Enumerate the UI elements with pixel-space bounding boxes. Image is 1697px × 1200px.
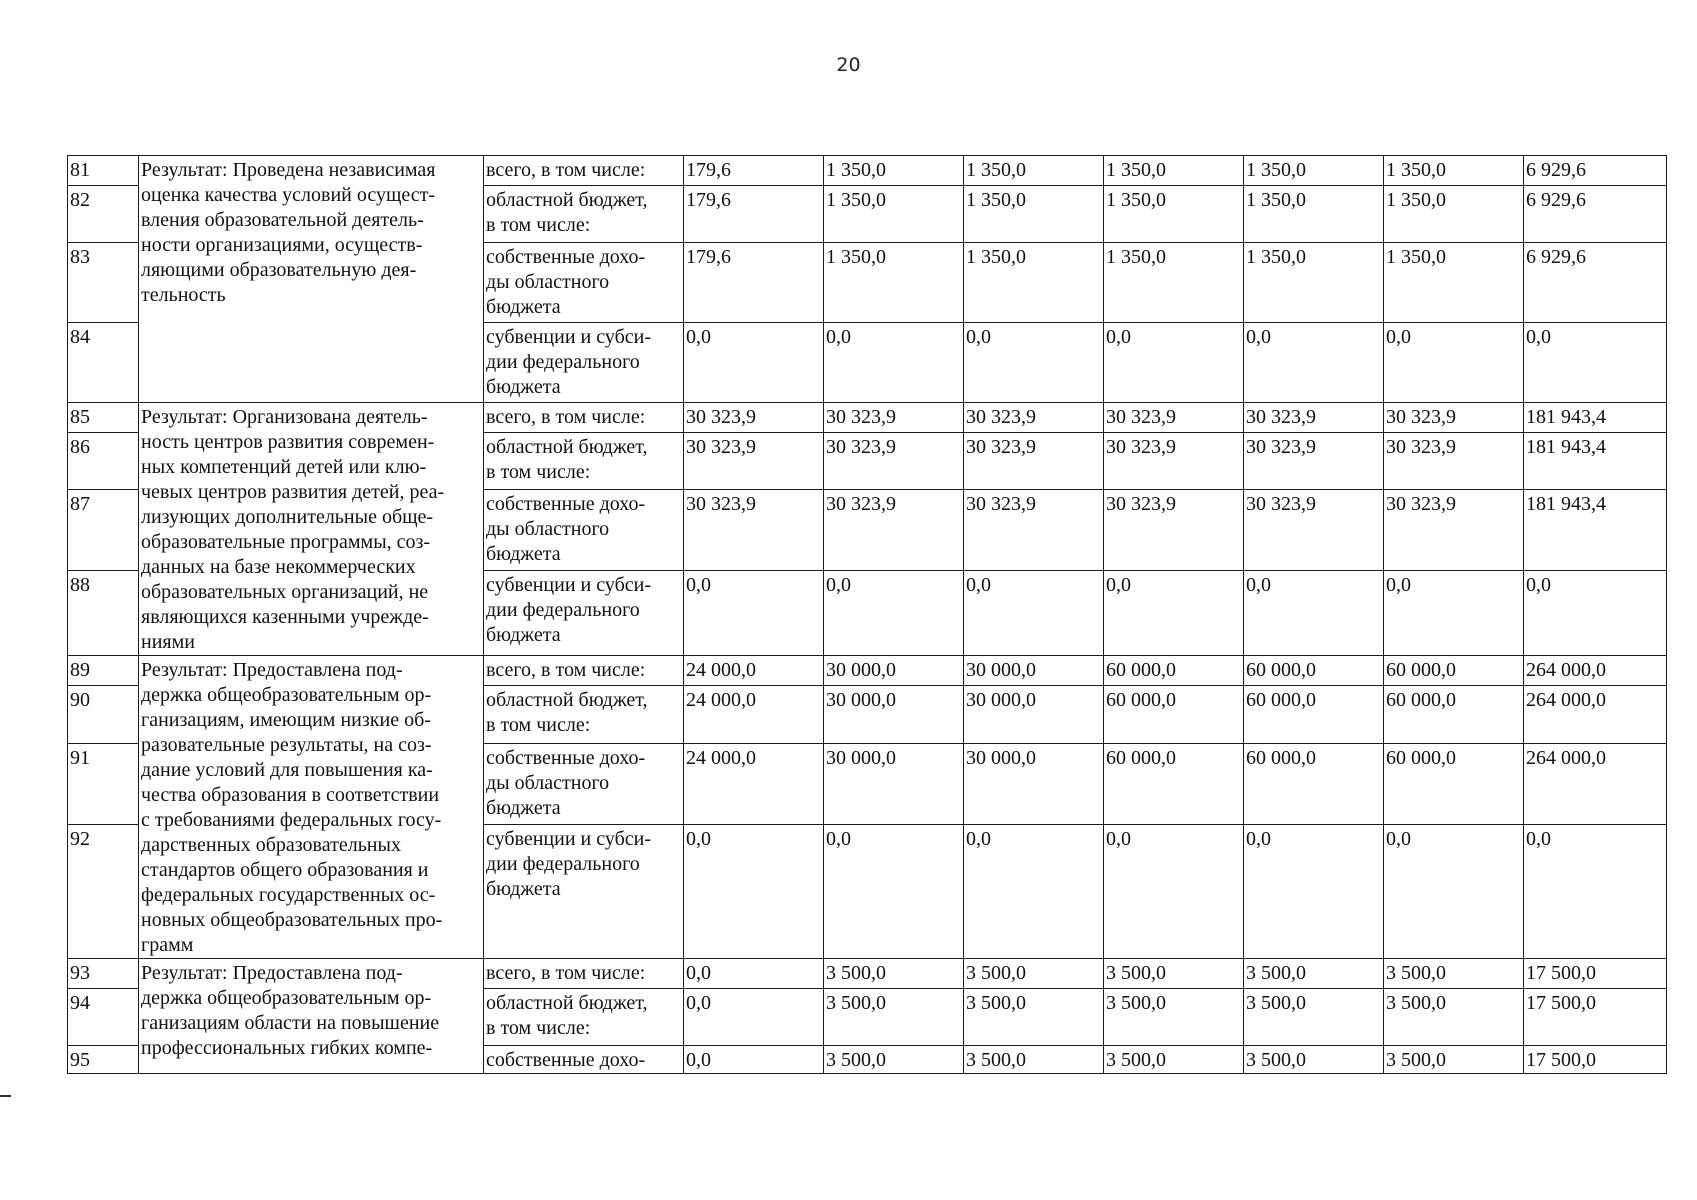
total-value-cell: 6 929,6 bbox=[1524, 156, 1667, 186]
funding-source-cell: собственные дохо- bbox=[484, 1046, 684, 1074]
row-number-cell: 93 bbox=[68, 959, 139, 989]
total-value-cell: 0,0 bbox=[1524, 825, 1667, 959]
value-cell: 1 350,0 bbox=[1384, 156, 1524, 186]
value-cell: 1 350,0 bbox=[964, 186, 1104, 243]
value-cell: 60 000,0 bbox=[1104, 686, 1244, 744]
funding-source-cell: собственные дохо- ды областного бюджета bbox=[484, 243, 684, 323]
value-cell: 30 000,0 bbox=[964, 744, 1104, 825]
value-cell: 30 323,9 bbox=[964, 490, 1104, 570]
value-cell: 30 323,9 bbox=[964, 433, 1104, 490]
funding-source-cell: областной бюджет, в том числе: bbox=[484, 186, 684, 243]
value-cell: 1 350,0 bbox=[1104, 156, 1244, 186]
row-number-cell: 94 bbox=[68, 989, 139, 1046]
total-value-cell: 264 000,0 bbox=[1524, 686, 1667, 744]
value-cell: 0,0 bbox=[1104, 825, 1244, 959]
value-cell: 0,0 bbox=[824, 825, 964, 959]
value-cell: 60 000,0 bbox=[1384, 656, 1524, 686]
funding-source-cell: субвенции и субси- дии федерального бюджета bbox=[484, 570, 684, 655]
value-cell: 0,0 bbox=[684, 570, 824, 655]
page-number: 20 bbox=[836, 54, 861, 76]
funding-source-cell: собственные дохо- ды областного бюджета bbox=[484, 490, 684, 570]
value-cell: 30 000,0 bbox=[824, 686, 964, 744]
row-number-cell: 82 bbox=[68, 186, 139, 243]
value-cell: 30 323,9 bbox=[824, 490, 964, 570]
value-cell: 0,0 bbox=[684, 323, 824, 403]
value-cell: 0,0 bbox=[684, 825, 824, 959]
value-cell: 3 500,0 bbox=[1104, 959, 1244, 989]
total-value-cell: 264 000,0 bbox=[1524, 744, 1667, 825]
total-value-cell: 0,0 bbox=[1524, 323, 1667, 403]
value-cell: 30 323,9 bbox=[1104, 490, 1244, 570]
funding-source-cell: всего, в том числе: bbox=[484, 403, 684, 433]
value-cell: 30 323,9 bbox=[1244, 490, 1384, 570]
value-cell: 179,6 bbox=[684, 243, 824, 323]
funding-source-cell: областной бюджет, в том числе: bbox=[484, 989, 684, 1046]
value-cell: 0,0 bbox=[1384, 570, 1524, 655]
funding-source-cell: собственные дохо- ды областного бюджета bbox=[484, 744, 684, 825]
value-cell: 3 500,0 bbox=[1384, 989, 1524, 1046]
table-body bbox=[68, 156, 1667, 1074]
value-cell: 0,0 bbox=[684, 959, 824, 989]
value-cell: 0,0 bbox=[1384, 323, 1524, 403]
funding-source-cell: областной бюджет, в том числе: bbox=[484, 433, 684, 490]
value-cell: 3 500,0 bbox=[1384, 1046, 1524, 1074]
value-cell: 1 350,0 bbox=[1244, 156, 1384, 186]
value-cell: 0,0 bbox=[1244, 825, 1384, 959]
value-cell: 3 500,0 bbox=[824, 989, 964, 1046]
funding-source-cell: субвенции и субси- дии федерального бюджета bbox=[484, 825, 684, 959]
value-cell: 0,0 bbox=[1104, 570, 1244, 655]
value-cell: 30 323,9 bbox=[824, 433, 964, 490]
value-cell: 60 000,0 bbox=[1384, 686, 1524, 744]
row-number-cell: 81 bbox=[68, 156, 139, 186]
row-number-cell: 91 bbox=[68, 744, 139, 825]
value-cell: 0,0 bbox=[824, 570, 964, 655]
value-cell: 0,0 bbox=[684, 1046, 824, 1074]
value-cell: 0,0 bbox=[964, 825, 1104, 959]
value-cell: 30 323,9 bbox=[1244, 403, 1384, 433]
value-cell: 0,0 bbox=[824, 323, 964, 403]
value-cell: 30 323,9 bbox=[684, 403, 824, 433]
total-value-cell: 17 500,0 bbox=[1524, 989, 1667, 1046]
total-value-cell: 181 943,4 bbox=[1524, 490, 1667, 570]
funding-source-cell: всего, в том числе: bbox=[484, 656, 684, 686]
row-number-cell: 84 bbox=[68, 323, 139, 403]
result-description-cell: Результат: Организована деятель- ность центров развития современ- ных компетенций детей или клю- чевых центров развития детей, реа- лизующих дополнительные обще- образовательные программы, соз- данных на базе некоммерческих образовательных организаций, не являющихся казенными учрежде- ниями bbox=[139, 403, 484, 656]
value-cell: 3 500,0 bbox=[1244, 959, 1384, 989]
funding-source-cell: всего, в том числе: bbox=[484, 156, 684, 186]
value-cell: 60 000,0 bbox=[1244, 686, 1384, 744]
value-cell: 1 350,0 bbox=[824, 156, 964, 186]
total-value-cell: 264 000,0 bbox=[1524, 656, 1667, 686]
value-cell: 3 500,0 bbox=[1104, 989, 1244, 1046]
row-number-cell: 92 bbox=[68, 825, 139, 959]
value-cell: 30 000,0 bbox=[964, 656, 1104, 686]
value-cell: 3 500,0 bbox=[964, 1046, 1104, 1074]
value-cell: 30 323,9 bbox=[1104, 403, 1244, 433]
table-row bbox=[68, 959, 1667, 989]
value-cell: 60 000,0 bbox=[1104, 656, 1244, 686]
value-cell: 0,0 bbox=[964, 323, 1104, 403]
row-number-cell: 83 bbox=[68, 243, 139, 323]
value-cell: 30 000,0 bbox=[824, 656, 964, 686]
row-number-cell: 90 bbox=[68, 686, 139, 744]
table-row bbox=[68, 656, 1667, 686]
value-cell: 24 000,0 bbox=[684, 686, 824, 744]
value-cell: 30 323,9 bbox=[684, 433, 824, 490]
value-cell: 0,0 bbox=[1244, 570, 1384, 655]
value-cell: 3 500,0 bbox=[1384, 959, 1524, 989]
value-cell: 3 500,0 bbox=[1244, 1046, 1384, 1074]
funding-source-cell: субвенции и субси- дии федерального бюджета bbox=[484, 323, 684, 403]
row-number-cell: 87 bbox=[68, 490, 139, 570]
row-number-cell: 88 bbox=[68, 570, 139, 655]
total-value-cell: 6 929,6 bbox=[1524, 243, 1667, 323]
value-cell: 0,0 bbox=[1104, 323, 1244, 403]
value-cell: 3 500,0 bbox=[824, 959, 964, 989]
row-number-cell: 86 bbox=[68, 433, 139, 490]
result-description-cell: Результат: Проведена независимая оценка качества условий осущест- вления образовательной деятель- ности организациями, осуществ- ляющими образовательную дея- тельность bbox=[139, 156, 484, 403]
value-cell: 179,6 bbox=[684, 156, 824, 186]
value-cell: 30 323,9 bbox=[1244, 433, 1384, 490]
value-cell: 0,0 bbox=[684, 989, 824, 1046]
value-cell: 1 350,0 bbox=[1104, 243, 1244, 323]
table-row bbox=[68, 403, 1667, 433]
value-cell: 1 350,0 bbox=[1244, 243, 1384, 323]
budget-table bbox=[67, 155, 1667, 1074]
value-cell: 1 350,0 bbox=[1384, 186, 1524, 243]
value-cell: 1 350,0 bbox=[964, 243, 1104, 323]
value-cell: 60 000,0 bbox=[1244, 744, 1384, 825]
value-cell: 30 323,9 bbox=[1384, 403, 1524, 433]
value-cell: 24 000,0 bbox=[684, 656, 824, 686]
value-cell: 30 323,9 bbox=[1384, 433, 1524, 490]
value-cell: 0,0 bbox=[1384, 825, 1524, 959]
total-value-cell: 181 943,4 bbox=[1524, 433, 1667, 490]
value-cell: 30 323,9 bbox=[1384, 490, 1524, 570]
total-value-cell: 6 929,6 bbox=[1524, 186, 1667, 243]
value-cell: 30 323,9 bbox=[824, 403, 964, 433]
total-value-cell: 181 943,4 bbox=[1524, 403, 1667, 433]
value-cell: 3 500,0 bbox=[964, 959, 1104, 989]
value-cell: 0,0 bbox=[1244, 323, 1384, 403]
result-description-cell: Результат: Предоставлена под- держка общеобразовательным ор- ганизациям области на повышение профессиональных гибких компе- bbox=[139, 959, 484, 1074]
value-cell: 60 000,0 bbox=[1244, 656, 1384, 686]
funding-source-cell: областной бюджет, в том числе: bbox=[484, 686, 684, 744]
value-cell: 30 000,0 bbox=[824, 744, 964, 825]
value-cell: 30 323,9 bbox=[684, 490, 824, 570]
row-number-cell: 95 bbox=[68, 1046, 139, 1074]
value-cell: 1 350,0 bbox=[1384, 243, 1524, 323]
value-cell: 0,0 bbox=[964, 570, 1104, 655]
value-cell: 1 350,0 bbox=[824, 186, 964, 243]
value-cell: 60 000,0 bbox=[1384, 744, 1524, 825]
value-cell: 1 350,0 bbox=[1244, 186, 1384, 243]
funding-source-cell: всего, в том числе: bbox=[484, 959, 684, 989]
result-description-cell: Результат: Предоставлена под- держка общеобразовательным ор- ганизациям, имеющим низкие об- разовательные результаты, на соз- дание условий для повышения ка- чества образования в соответствии с требованиями федеральных госу- дарственных образовательных стандартов общего образования и федеральных государственных ос- новных общеобразовательных про- грамм bbox=[139, 656, 484, 959]
total-value-cell: 17 500,0 bbox=[1524, 959, 1667, 989]
value-cell: 179,6 bbox=[684, 186, 824, 243]
value-cell: 1 350,0 bbox=[824, 243, 964, 323]
row-number-cell: 85 bbox=[68, 403, 139, 433]
value-cell: 30 323,9 bbox=[1104, 433, 1244, 490]
value-cell: 30 000,0 bbox=[964, 686, 1104, 744]
value-cell: 24 000,0 bbox=[684, 744, 824, 825]
value-cell: 3 500,0 bbox=[1244, 989, 1384, 1046]
value-cell: 1 350,0 bbox=[1104, 186, 1244, 243]
value-cell: 3 500,0 bbox=[964, 989, 1104, 1046]
total-value-cell: 0,0 bbox=[1524, 570, 1667, 655]
value-cell: 3 500,0 bbox=[824, 1046, 964, 1074]
value-cell: 60 000,0 bbox=[1104, 744, 1244, 825]
value-cell: 1 350,0 bbox=[964, 156, 1104, 186]
margin-mark bbox=[0, 1095, 11, 1097]
value-cell: 3 500,0 bbox=[1104, 1046, 1244, 1074]
value-cell: 30 323,9 bbox=[964, 403, 1104, 433]
total-value-cell: 17 500,0 bbox=[1524, 1046, 1667, 1074]
row-number-cell: 89 bbox=[68, 656, 139, 686]
table-row bbox=[68, 156, 1667, 186]
